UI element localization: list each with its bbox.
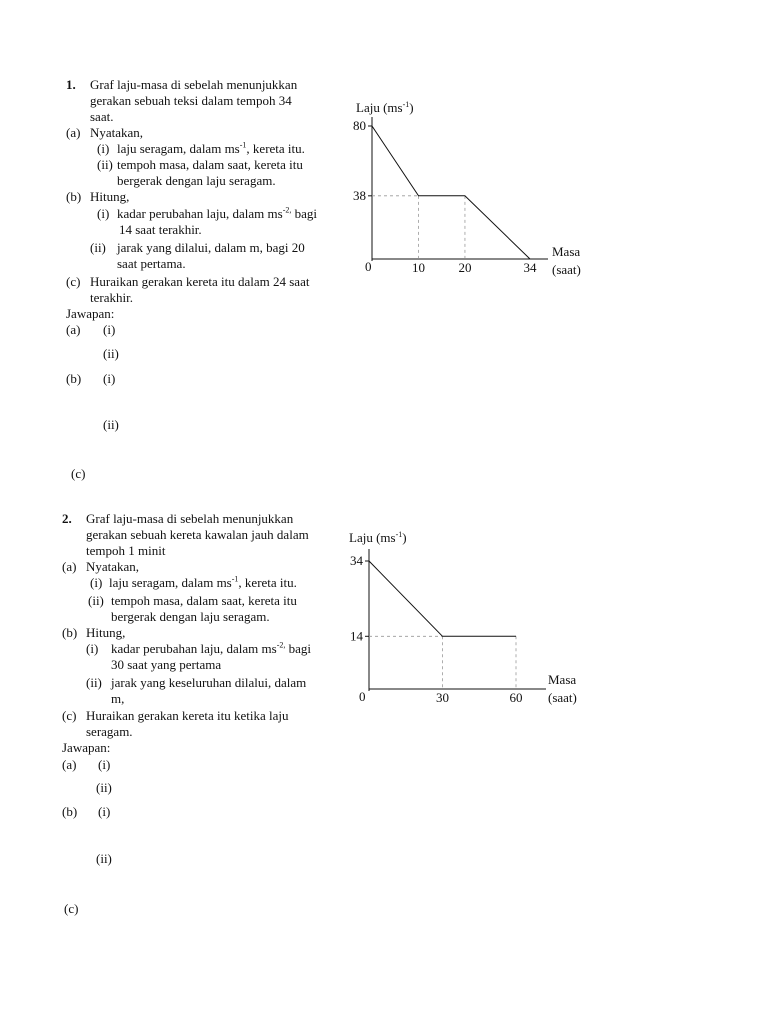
origin-label: 0 [365,259,372,274]
subpart-text: jarak yang keseluruhan dilalui, dalam [111,675,307,690]
y-tick-label: 38 [353,187,366,203]
subpart-text: 14 saat terakhir. [119,222,202,237]
x-tick-label: 34 [523,260,537,275]
speed-line [369,561,516,636]
question-number: 1. [66,77,76,92]
question-stem-line: Graf laju-masa di sebelah menunjukkan [86,511,294,526]
part-text: Nyatakan, [90,125,144,140]
question-stem-line: gerakan sebuah teksi dalam tempoh 34 [90,93,292,108]
y-axis-label: Laju $(ms^{-1})$ [356,100,414,115]
subpart-label: (ii) [90,240,106,255]
y-tick-label: 14 [350,628,363,644]
subpart-label: (i) [90,575,103,590]
subpart-text: 30 saat yang pertama [111,657,222,672]
answer-label: (a) [66,322,81,337]
answer-label: (i) [98,757,111,772]
subpart-text: laju seragam, dalam $ms^{-1}$, kereta itu. [117,140,305,156]
subpart-text: m, [111,691,125,706]
subpart-text: tempoh masa, dalam saat, kereta itu [111,593,297,608]
x-axis-label: Masa [548,672,577,687]
x-tick-label: 10 [411,260,425,275]
subpart-text: bergerak dengan laju seragam. [111,609,270,624]
part-text: Nyatakan, [86,559,140,574]
part-label: (b) [66,189,82,204]
x-axis-label: Masa [552,244,581,259]
part-text: seragam. [86,724,133,739]
x-tick-label: 20 [458,260,472,275]
answer-label: (ii) [96,851,112,866]
x-tick-labels [436,690,523,705]
x-axis-unit: (saat) [552,262,581,277]
answer-heading: Jawapan: [66,306,115,321]
subpart-text: kadar perubahan laju, dalam $ms^{-2,}$ bagi [117,205,317,221]
part-label: (b) [62,625,78,640]
answer-label: (i) [103,322,116,337]
answer-label: (i) [103,371,116,386]
subpart-label: (i) [97,141,110,156]
answer-label: (ii) [103,346,119,361]
subpart-text: bergerak dengan laju seragam. [117,173,276,188]
answer-label: (b) [66,371,82,386]
question-stem-line: saat. [90,109,114,124]
part-text: Huraikan gerakan kereta itu dalam 24 saat [90,274,310,289]
subpart-text: kadar perubahan laju, dalam $ms^{-2,}$ bagi [111,640,311,656]
answer-label: (a) [62,757,77,772]
question-stem-line: tempoh 1 minit [86,543,166,558]
x-axis-unit: (saat) [548,690,577,705]
answer-heading: Jawapan: [62,740,111,755]
part-text: Huraikan gerakan kereta itu ketika laju [86,708,289,723]
y-tick-label: 80 [353,118,366,133]
answer-label: (ii) [96,780,112,795]
origin-label: 0 [359,689,366,704]
question-stem-line: Graf laju-masa di sebelah menunjukkan [90,77,298,92]
subpart-label: (i) [86,641,99,656]
subpart-label: (ii) [86,675,102,690]
y-axis-label: Laju $(ms^{-1})$ [349,530,407,545]
y-tick-label: 34 [350,553,363,568]
answer-label: (ii) [103,417,119,432]
answer-label: (c) [71,466,86,481]
answer-label: (b) [62,804,78,819]
part-label: (c) [62,708,77,723]
subpart-text: laju seragam, dalam $ms^{-1}$, kereta itu. [109,574,297,590]
subpart-text: saat pertama. [117,256,186,271]
subpart-label: (ii) [88,593,104,608]
x-tick-label: 60 [509,690,523,705]
answer-label: (i) [98,804,111,819]
subpart-text: jarak yang dilalui, dalam m, bagi 20 [117,240,305,255]
part-text: Hitung, [90,189,130,204]
answer-label: (c) [64,901,79,916]
question-number: 2. [62,511,72,526]
part-label: (a) [66,125,81,140]
part-text: Hitung, [86,625,126,640]
part-label: (a) [62,559,77,574]
subpart-text: tempoh masa, dalam saat, kereta itu [117,157,303,172]
question-stem-line: gerakan sebuah kereta kawalan jauh dalam [86,527,309,542]
subpart-label: (i) [97,206,110,221]
x-tick-label: 30 [436,690,449,705]
part-label: (c) [66,274,81,289]
y-tick-labels [350,553,364,643]
subpart-label: (ii) [97,157,113,172]
part-text: terakhir. [90,290,133,305]
